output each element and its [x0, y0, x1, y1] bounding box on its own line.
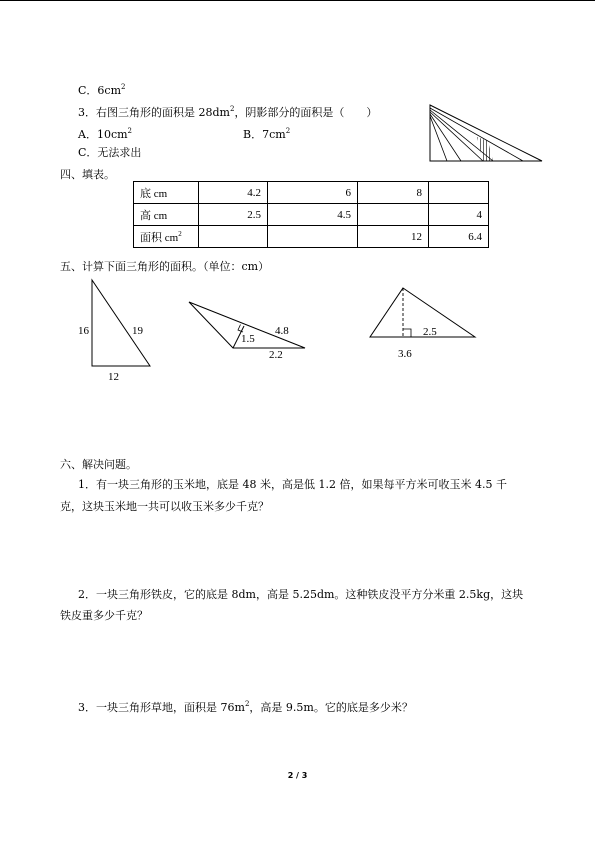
- table-row: [134, 204, 489, 226]
- problem-3: 3．一块三角形草地，面积是 $76m^2$，高是 9.5m。它的底是多少米？: [78, 700, 413, 714]
- table-cell: 8: [358, 182, 429, 204]
- fig3-triangle: [365, 284, 485, 364]
- table-cell: [199, 226, 268, 248]
- table-cell: 4: [429, 204, 489, 226]
- q3-stem: 3．右图三角形的面积是 $28dm^2$，阴影部分的面积是（ ）: [78, 105, 378, 119]
- page-number: 2 / 3: [287, 771, 308, 780]
- q3-option-a: A．$10cm^2$: [78, 127, 133, 141]
- fig2-obtuse-triangle: [185, 296, 315, 366]
- fig1-left-label: 16: [78, 325, 89, 337]
- q2-option-c: C．$6cm^2$: [78, 83, 126, 97]
- q3-inner-line: [430, 114, 461, 161]
- q3-option-b: B．$7cm^2$: [243, 127, 291, 141]
- q3-inner-line: [430, 110, 493, 161]
- problem-1-line-2: 克，这块玉米地一共可以收玉米多少千克？: [60, 500, 269, 513]
- table-cell: [268, 226, 358, 248]
- fig2-right-angle-mark: [238, 325, 243, 333]
- row-header-base: 底 cm: [134, 182, 199, 204]
- problem-1-line-1: 1．有一块三角形的玉米地，底是 48 米，高是低 1.2 倍，如果每平方米可收玉米 4.5 千: [78, 478, 507, 491]
- section-4-title: 四、填表。: [60, 168, 115, 181]
- q3-triangle-figure: [425, 104, 545, 168]
- problem-2-line-2: 铁皮重多少千克？: [60, 609, 148, 622]
- table-cell: 6: [268, 182, 358, 204]
- table-cell: 4.2: [199, 182, 268, 204]
- fig3-height-label: 2.5: [423, 326, 437, 338]
- fig2-base-label: 2.2: [269, 349, 283, 361]
- table-row: [134, 226, 489, 248]
- top-border: [0, 0, 595, 1]
- q3-option-c: C．无法求出: [78, 146, 142, 159]
- row-header-area: 面积 $cm^2$: [134, 226, 199, 248]
- fig3-base-label: 3.6: [398, 348, 412, 360]
- row-header-height: 高 cm: [134, 204, 199, 226]
- fig3-right-angle-mark: [403, 329, 411, 337]
- q3-inner-line: [430, 116, 447, 161]
- table-cell: 6.4: [429, 226, 489, 248]
- fig1-hyp-label: 19: [132, 325, 143, 337]
- table-row: [134, 182, 489, 204]
- section-6-title: 六、解决问题。: [60, 458, 137, 471]
- table-cell: 2.5: [199, 204, 268, 226]
- table-cell: 12: [358, 226, 429, 248]
- fig1-right-triangle: [70, 278, 170, 388]
- fig2-side-label: 4.8: [275, 325, 289, 337]
- table-cell: [429, 182, 489, 204]
- table-cell: [358, 204, 429, 226]
- table-cell: 4.5: [268, 204, 358, 226]
- fig2-height-label: 1.5: [241, 333, 255, 345]
- fill-table: [133, 181, 489, 248]
- fig1-bottom-label: 12: [108, 371, 119, 383]
- section-5-title: 五、计算下面三角形的面积。（单位：cm）: [60, 260, 270, 273]
- problem-2-line-1: 2．一块三角形铁皮，它的底是 8dm，高是 5.25dm。这种铁皮没平方分米重 2.5kg，这块: [78, 588, 524, 601]
